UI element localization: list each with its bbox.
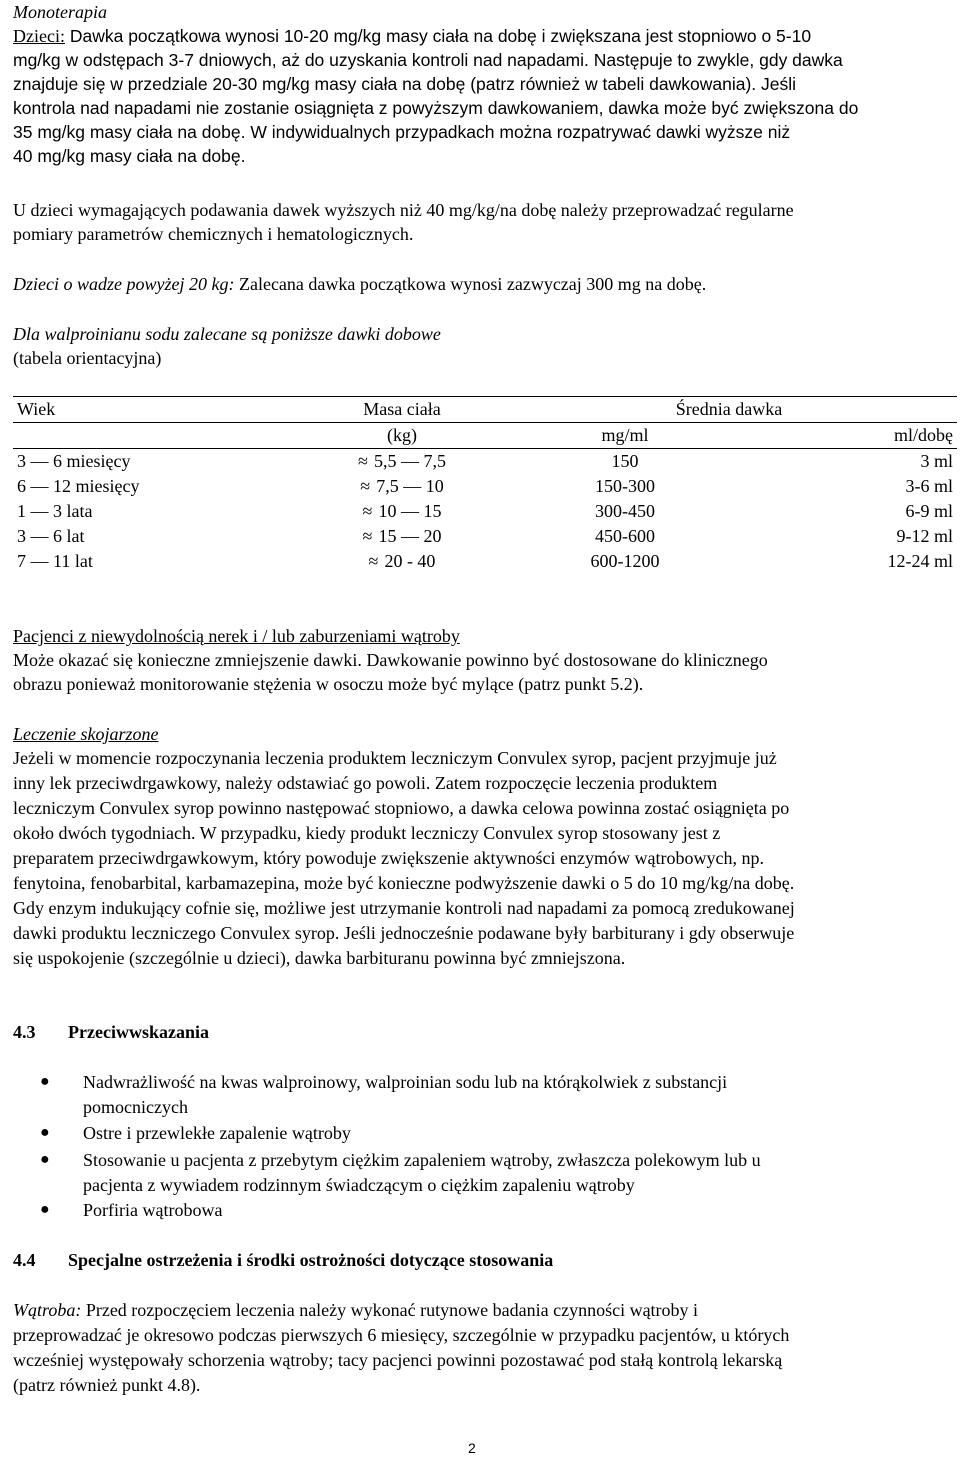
- liver-line-3: wcześniej występowały schorzenia wątroby; tacy pacjenci powinni pozostawać pod stałą kontrolą lekarską: [13, 1350, 783, 1370]
- combination-line: około dwóch tygodniach. W przypadku, kiedy produkt leczniczy Convulex syrop stosowany jest z: [13, 823, 721, 843]
- table-row: [13, 549, 957, 574]
- contraindication-item-cont: pacjenta z wywiadem rodzinnym świadczącym o ciężkim zapaleniu wątroby: [83, 1175, 635, 1195]
- bullet-icon: ●: [40, 1201, 50, 1218]
- combination-line: leczniczym Convulex syrop powinno następować stopniowo, a dawka celowa powinna zostać osiągnięta po: [13, 798, 790, 818]
- bullet-icon: ●: [40, 1151, 50, 1168]
- liver-line-1: Wątroba: Przed rozpoczęciem leczenia należy wykonać rutynowe badania czynności wątroby i: [13, 1300, 699, 1320]
- contraindication-item: Porfiria wątrobowa: [83, 1200, 223, 1220]
- children-dosing-line-3: znajduje się w przedziale 20-30 mg/kg masy ciała na dobę (patrz również w tabeli dawkowania). Jeśli: [13, 74, 797, 94]
- ml-cell: 12-24 ml: [887, 551, 953, 571]
- age-cell: 3 — 6 miesięcy: [17, 451, 131, 471]
- header-dose: Średnia dawka: [501, 397, 957, 423]
- mass-cell: ≈ 10 — 15: [303, 499, 501, 524]
- kidney-line-2: obrazu ponieważ monitorowanie stężenia w osoczu może być mylące (patrz punkt 5.2).: [13, 674, 644, 694]
- children-dosing-line-6: 40 mg/kg masy ciała na dobę.: [13, 146, 246, 166]
- age-cell: 3 — 6 lat: [17, 526, 85, 546]
- kidney-liver-heading: Pacjenci z niewydolnością nerek i / lub zaburzeniami wątroby: [13, 626, 460, 646]
- ml-cell: 3 ml: [920, 451, 953, 471]
- contraindication-item: Stosowanie u pacjenta z przebytym ciężkim zapaleniem wątroby, zwłaszcza polekowym lub u: [83, 1150, 761, 1170]
- monotherapy-heading: Monoterapia: [13, 2, 107, 22]
- approx-symbol: ≈: [368, 551, 379, 571]
- approx-symbol: ≈: [362, 501, 373, 521]
- over-20kg-label: Dzieci o wadze powyżej 20 kg:: [13, 274, 235, 294]
- bullet-icon: ●: [40, 1124, 50, 1141]
- mg-cell: 150: [611, 451, 639, 471]
- combination-line: dawki produktu leczniczego Convulex syrop. Jeśli jednocześnie podawane były barbiturany i gdy obserwuje: [13, 923, 795, 943]
- contraindication-item: Ostre i przewlekłe zapalenie wątroby: [83, 1123, 351, 1143]
- table-intro-line-2: (tabela orientacyjna): [13, 348, 162, 368]
- over-20kg-paragraph: Dzieci o wadze powyżej 20 kg: Zalecana dawka początkowa wynosi zazwyczaj 300 mg na dobę.: [13, 274, 707, 294]
- combination-heading: Leczenie skojarzone: [13, 724, 159, 744]
- approx-symbol: ≈: [358, 451, 368, 471]
- combination-line: Jeżeli w momencie rozpoczynania leczenia produktem leczniczym Convulex syrop, pacjent przyjmuje już: [13, 748, 777, 768]
- table-subheader-row: [13, 423, 957, 449]
- dosage-table: [13, 396, 957, 574]
- header-kg: (kg): [303, 423, 501, 449]
- kidney-line-1: Może okazać się konieczne zmniejszenie dawki. Dawkowanie powinno być dostosowane do klinicznego: [13, 650, 768, 670]
- header-mgml: mg/ml: [501, 423, 749, 449]
- table-row: [13, 524, 957, 549]
- bullet-icon: ●: [40, 1073, 50, 1090]
- monitoring-line-1: U dzieci wymagających podawania dawek wyższych niż 40 mg/kg/na dobę należy przeprowadzać regularne: [13, 200, 794, 220]
- mg-cell: 150-300: [595, 476, 655, 496]
- contraindication-item: Nadwrażliwość na kwas walproinowy, walproinian sodu lub na którąkolwiek z substancji: [83, 1072, 728, 1092]
- table-row: [13, 449, 957, 475]
- table-intro-line-1: Dla walproinianu sodu zalecane są poniższe dawki dobowe: [13, 324, 441, 344]
- mass-cell: ≈ 20 - 40: [303, 549, 501, 574]
- page-number: 2: [468, 1440, 476, 1456]
- ml-cell: 6-9 ml: [905, 501, 953, 521]
- table-row: [13, 474, 957, 499]
- section-number: 4.4: [13, 1250, 36, 1270]
- ml-cell: 9-12 ml: [896, 526, 953, 546]
- approx-symbol: ≈: [362, 526, 373, 546]
- monitoring-line-2: pomiary parametrów chemicznych i hematologicznych.: [13, 224, 414, 244]
- liver-line-2: przeprowadzać je okresowo podczas pierwszych 6 miesięcy, szczególnie w przypadku pacjentów, u których: [13, 1325, 790, 1345]
- mg-cell: 450-600: [595, 526, 655, 546]
- combination-line: się uspokojenie (szczególnie u dzieci), dawka barbituranu powinna być zmniejszona.: [13, 948, 626, 968]
- children-dosing-line-5: 35 mg/kg masy ciała na dobę. W indywidualnych przypadkach można rozpatrywać dawki wyższe niż: [13, 122, 791, 142]
- table-header-row: [13, 397, 957, 423]
- table-row: [13, 499, 957, 524]
- combination-line: preparatem przeciwdrgawkowym, który powoduje zwiększenie aktywności enzymów wątrobowych, np.: [13, 848, 764, 868]
- children-dosing-line-1: Dzieci: Dawka początkowa wynosi 10-20 mg/kg masy ciała na dobę i zwiększana jest stopniowo o 5-10: [13, 26, 812, 46]
- combination-line: Gdy enzym indukujący cofnie się, możliwe jest utrzymanie kontroli nad napadami za pomocą zredukowanej: [13, 898, 795, 918]
- section-number: 4.3: [13, 1022, 36, 1042]
- header-age: Wiek: [13, 397, 303, 423]
- mg-cell: 600-1200: [590, 551, 660, 571]
- mg-cell: 300-450: [595, 501, 655, 521]
- liver-label: Wątroba:: [13, 1300, 82, 1320]
- header-mlday: ml/dobę: [749, 423, 957, 449]
- combination-line: inny lek przeciwdrgawkowy, należy odstawiać go powoli. Zatem rozpoczęcie leczenia produktem: [13, 773, 718, 793]
- children-label: Dzieci:: [13, 26, 65, 46]
- mass-cell: ≈ 5,5 — 7,5: [303, 449, 501, 475]
- children-dosing-line-2: mg/kg w odstępach 3-7 dniowych, aż do uzyskania kontroli nad napadami. Następuje to zwykle, gdy dawka: [13, 50, 843, 70]
- children-dosing-line-4: kontrola nad napadami nie zostanie osiągnięta z powyższym dawkowaniem, dawka może być zwiększona do: [13, 98, 859, 118]
- age-cell: 6 — 12 miesięcy: [17, 476, 140, 496]
- section-title: Specjalne ostrzeżenia i środki ostrożności dotyczące stosowania: [68, 1250, 554, 1270]
- section-title: Przeciwwskazania: [68, 1022, 209, 1042]
- combination-line: fenytoina, fenobarbital, karbamazepina, może być konieczne podwyższenie dawki o 5 do 10 mg/kg/na dobę.: [13, 873, 795, 893]
- ml-cell: 3-6 ml: [905, 476, 953, 496]
- approx-symbol: ≈: [360, 476, 371, 496]
- mass-cell: ≈ 7,5 — 10: [303, 474, 501, 499]
- liver-line-4: (patrz również punkt 4.8).: [13, 1375, 201, 1395]
- contraindication-item-cont: pomocniczych: [83, 1097, 188, 1117]
- mass-cell: ≈ 15 — 20: [303, 524, 501, 549]
- age-cell: 1 — 3 lata: [17, 501, 93, 521]
- age-cell: 7 — 11 lat: [17, 551, 93, 571]
- header-mass: Masa ciała: [303, 397, 501, 423]
